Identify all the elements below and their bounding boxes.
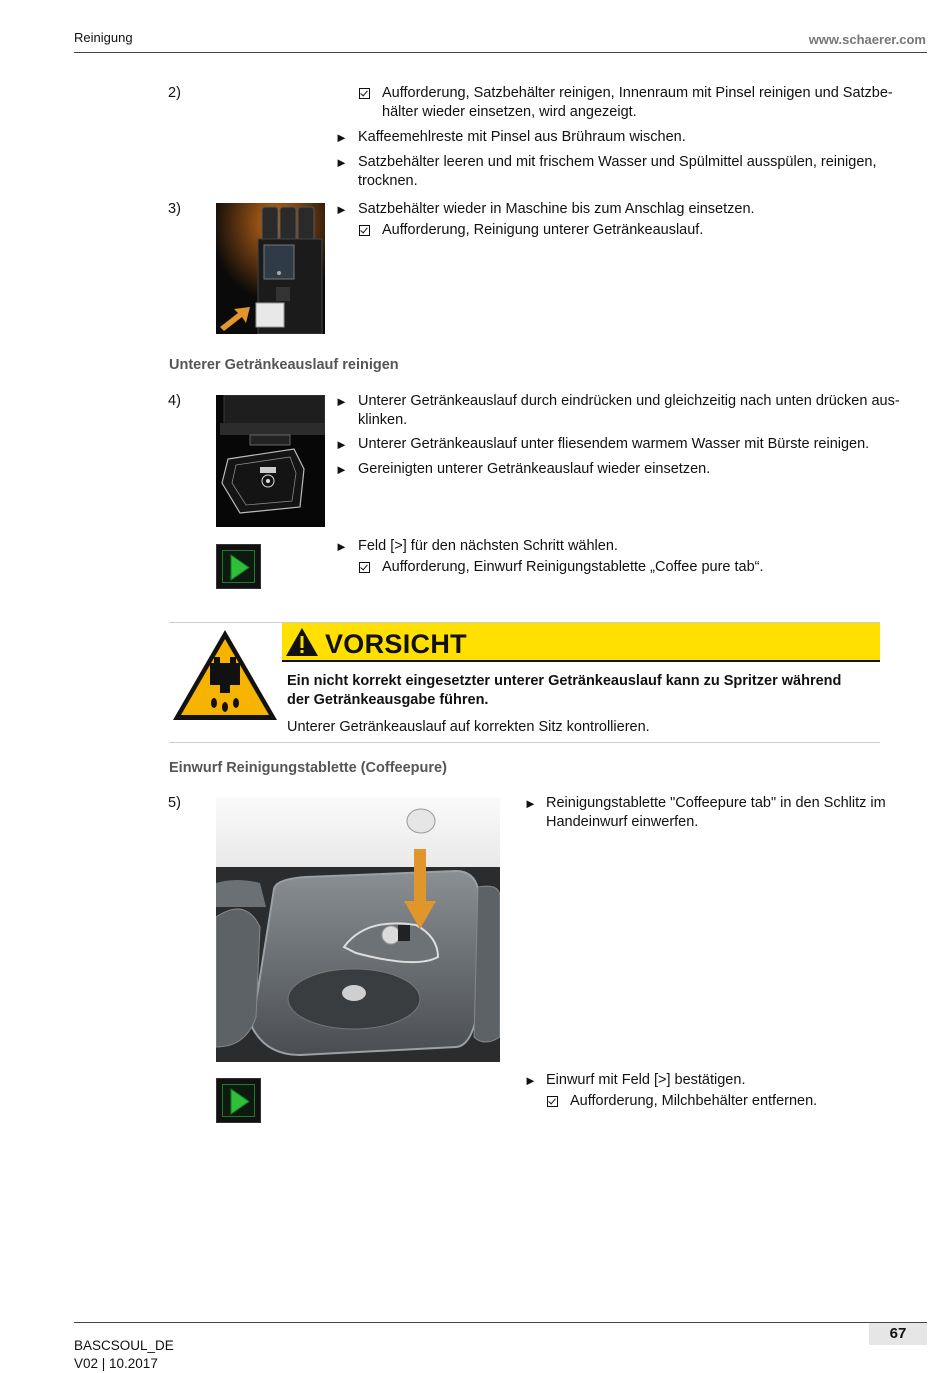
check-box-icon: [359, 88, 370, 99]
warning-bold-text: Ein nicht korrekt eingesetzter unterer Getränkeauslauf kann zu Spritzer während: [287, 673, 842, 689]
step-action-text: Kaffeemehlreste mit Pinsel aus Brühraum wischen.: [358, 129, 686, 145]
step-action-text: Satzbehälter leeren und mit frischem Wasser und Spülmittel ausspülen, reinigen,: [358, 154, 877, 170]
step-number: 3): [168, 201, 181, 217]
warning-hazard-icon: [170, 627, 280, 723]
step-action-text: Handeinwurf einwerfen.: [546, 814, 699, 830]
step-action-text: Gereinigten unterer Getränkeauslauf wieder einsetzen.: [358, 461, 711, 477]
step-action-text: klinken.: [358, 412, 408, 428]
step-result-text: Aufforderung, Einwurf Reinigungstablette „Coffee pure tab“.: [382, 559, 764, 575]
step-result-text: Aufforderung, Satzbehälter reinigen, Innenraum mit Pinsel reinigen und Satzbe-: [382, 85, 893, 101]
header-rule: [74, 52, 927, 53]
step-action-text: Satzbehälter wieder in Maschine bis zum Anschlag einsetzen.: [358, 201, 755, 217]
warning-bold-text: der Getränkeausgabe führen.: [287, 692, 489, 708]
step-result-text: Aufforderung, Milchbehälter entfernen.: [570, 1093, 818, 1109]
step-action-text: trocknen.: [358, 173, 418, 189]
warning-bottom-rule: [169, 742, 880, 743]
warning-title: VORSICHT: [325, 629, 467, 659]
header-section-title: Reinigung: [74, 30, 133, 45]
footer-rule: [74, 1322, 927, 1323]
warning-text: Unterer Getränkeauslauf auf korrekten Sitz kontrollieren.: [287, 719, 650, 735]
arrow-icon: ►: [524, 796, 537, 811]
outlet-illustration: [216, 395, 325, 527]
play-icon: [229, 554, 251, 581]
arrow-icon: ►: [335, 539, 348, 554]
step-action-text: Unterer Getränkeauslauf durch eindrücken und gleichzeitig nach unten drücken aus-: [358, 393, 900, 409]
step-action-text: Einwurf mit Feld [>] bestätigen.: [546, 1072, 746, 1088]
section-heading: Einwurf Reinigungstablette (Coffeepure): [169, 760, 447, 776]
step-action-text: Reinigungstablette "Coffeepure tab" in den Schlitz im: [546, 795, 886, 811]
arrow-icon: ►: [524, 1073, 537, 1088]
page-number: 67: [869, 1323, 927, 1345]
check-box-icon: [359, 562, 370, 573]
arrow-icon: ►: [335, 394, 348, 409]
arrow-icon: ►: [335, 130, 348, 145]
header-website: www.schaerer.com: [808, 32, 926, 47]
check-box-icon: [547, 1096, 558, 1107]
check-box-icon: [359, 225, 370, 236]
arrow-icon: ►: [335, 462, 348, 477]
play-icon: [229, 1088, 251, 1115]
warning-triangle-icon: [285, 627, 319, 657]
next-step-button[interactable]: [216, 544, 261, 589]
step-number: 2): [168, 85, 181, 101]
step-action-text: Feld [>] für den nächsten Schritt wählen.: [358, 538, 618, 554]
step-number: 5): [168, 795, 181, 811]
arrow-icon: ►: [335, 155, 348, 170]
footer-doc-id: BASCSOUL_DE: [74, 1338, 174, 1353]
section-heading: Unterer Getränkeauslauf reinigen: [169, 357, 399, 373]
arrow-icon: ►: [335, 437, 348, 452]
step-result-text: Aufforderung, Reinigung unterer Getränkeauslauf.: [382, 222, 704, 238]
confirm-button[interactable]: [216, 1078, 261, 1123]
tablet-insert-illustration: [216, 797, 500, 1062]
step-action-text: Unterer Getränkeauslauf unter fliesendem warmem Wasser mit Bürste reinigen.: [358, 436, 870, 452]
machine-illustration: [216, 203, 325, 334]
step-number: 4): [168, 393, 181, 409]
step-result-text: hälter wieder einsetzen, wird angezeigt.: [382, 104, 637, 120]
footer-version: V02 | 10.2017: [74, 1356, 158, 1371]
arrow-icon: ►: [335, 202, 348, 217]
